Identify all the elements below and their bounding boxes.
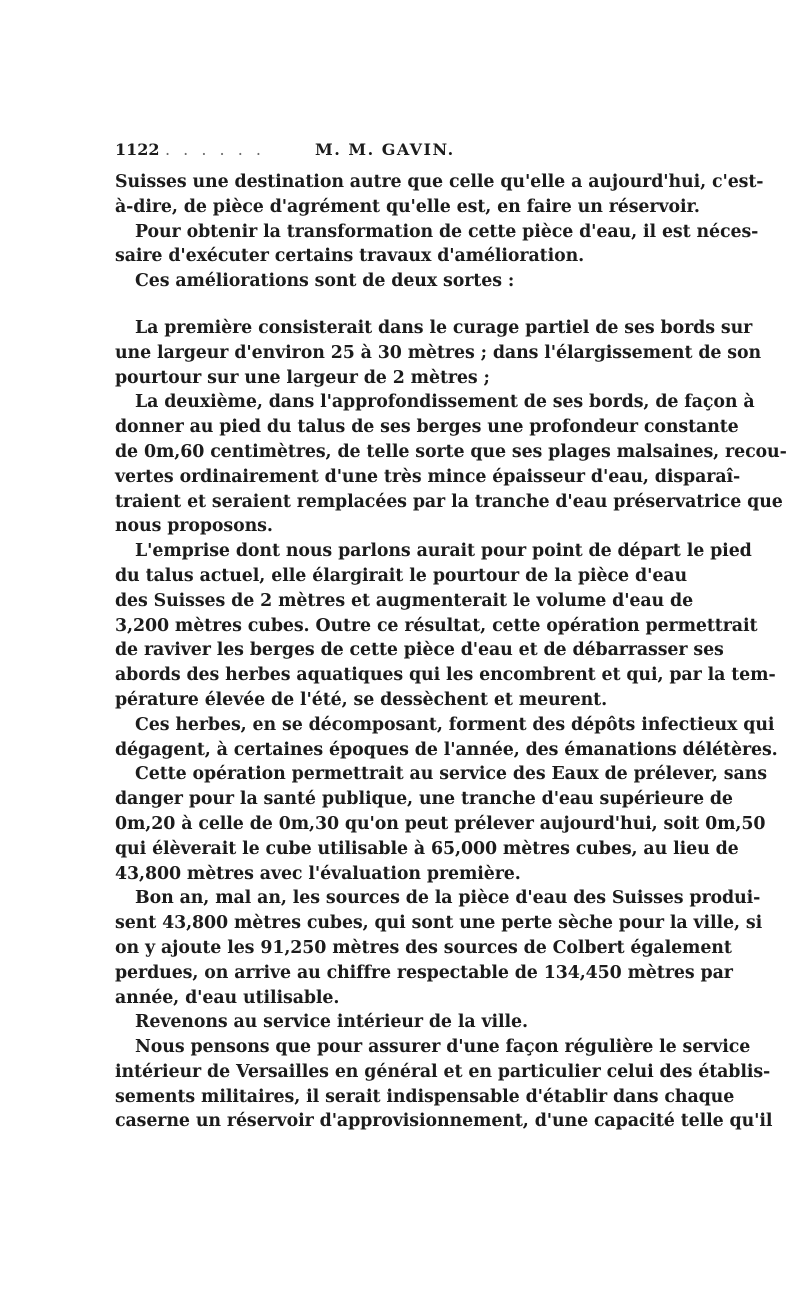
text-line: de raviver les berges de cette pièce d'eau et de débarrasser ses: [115, 640, 724, 661]
paragraph: [115, 269, 687, 294]
text-line: perdues, on arrive au chiffre respectable de 134,450 mètres par: [115, 962, 733, 983]
text-line: La première consisterait dans le curage partiel de ses bords sur: [135, 317, 753, 338]
text-line: nous proposons.: [115, 516, 273, 537]
paragraph: [115, 713, 778, 763]
page-number: 1122: [115, 140, 160, 159]
text-line: Ces améliorations sont de deux sortes :: [135, 271, 515, 292]
text-line: on y ajoute les 91,250 mètres des sources de Colbert également: [115, 937, 732, 958]
text-line: abords des herbes aquatiques qui les encombrent et qui, par la tem-: [115, 665, 776, 686]
paragraph-gap: [115, 294, 687, 316]
book-page: [115, 140, 787, 1134]
text-line: Nous pensons que pour assurer d'une façon régulière le service: [135, 1037, 751, 1058]
text-line: 3,200 mètres cubes. Outre ce résultat, cette opération permettrait: [115, 615, 758, 636]
running-head-dots: . . . . . .: [165, 140, 265, 159]
paragraph: [115, 220, 759, 270]
text-line: Pour obtenir la transformation de cette pièce d'eau, il est néces-: [135, 221, 759, 242]
paragraph: [115, 762, 767, 886]
text-line: danger pour la santé publique, une tranche d'eau supérieure de: [115, 789, 733, 810]
text-line: année, d'eau utilisable.: [115, 987, 340, 1008]
paragraph: [115, 390, 787, 539]
paragraph: [115, 886, 763, 1010]
text-line: pourtour sur une largeur de 2 mètres ;: [115, 367, 490, 388]
paragraph: [115, 539, 776, 713]
running-head: [115, 140, 687, 168]
text-line: caserne un réservoir d'approvisionnement, d'une capacité telle qu'il: [115, 1111, 773, 1132]
text-line: une largeur d'environ 25 à 30 mètres ; dans l'élargissement de son: [115, 342, 762, 363]
text-line: sements militaires, il serait indispensable d'établir dans chaque: [115, 1086, 735, 1107]
text-line: pérature élevée de l'été, se dessèchent et meurent.: [115, 689, 608, 710]
paragraph: [115, 1035, 773, 1134]
text-line: des Suisses de 2 mètres et augmenterait le volume d'eau de: [115, 590, 694, 611]
text-line: Revenons au service intérieur de la ville.: [135, 1012, 528, 1033]
paragraph: [115, 316, 762, 390]
text-line: du talus actuel, elle élargirait le pourtour de la pièce d'eau: [115, 565, 687, 586]
body-text: [115, 170, 787, 1134]
text-line: Cette opération permettrait au service des Eaux de prélever, sans: [135, 764, 767, 785]
running-head-author: M. M. GAVIN.: [315, 140, 455, 159]
text-line: traient et seraient remplacées par la tranche d'eau préservatrice que: [115, 491, 783, 512]
text-line: qui élèverait le cube utilisable à 65,000 mètres cubes, au lieu de: [115, 838, 739, 859]
text-line: La deuxième, dans l'approfondissement de ses bords, de façon à: [135, 392, 755, 413]
text-line: saire d'exécuter certains travaux d'amélioration.: [115, 246, 585, 267]
text-line: à-dire, de pièce d'agrément qu'elle est, en faire un réservoir.: [115, 196, 700, 217]
text-line: sent 43,800 mètres cubes, qui sont une perte sèche pour la ville, si: [115, 913, 763, 934]
text-line: intérieur de Versailles en général et en particulier celui des établis-: [115, 1061, 771, 1082]
text-line: donner au pied du talus de ses berges une profondeur constante: [115, 417, 739, 438]
paragraph: [115, 170, 764, 220]
text-line: vertes ordinairement d'une très mince épaisseur d'eau, disparaî-: [115, 466, 741, 487]
text-line: 0m,20 à celle de 0m,30 qu'on peut prélever aujourd'hui, soit 0m,50: [115, 813, 766, 834]
text-line: dégagent, à certaines époques de l'année, des émanations délétères.: [115, 739, 778, 760]
text-line: L'emprise dont nous parlons aurait pour point de départ le pied: [135, 541, 752, 562]
paragraph: [115, 1010, 687, 1035]
text-line: Bon an, mal an, les sources de la pièce d'eau des Suisses produi-: [135, 888, 761, 909]
text-line: Ces herbes, en se décomposant, forment des dépôts infectieux qui: [135, 714, 775, 735]
text-line: Suisses une destination autre que celle qu'elle a aujourd'hui, c'est-: [115, 172, 764, 192]
text-line: de 0m,60 centimètres, de telle sorte que ses plages malsaines, recou-: [115, 441, 787, 462]
text-line: 43,800 mètres avec l'évaluation première.: [115, 863, 521, 884]
